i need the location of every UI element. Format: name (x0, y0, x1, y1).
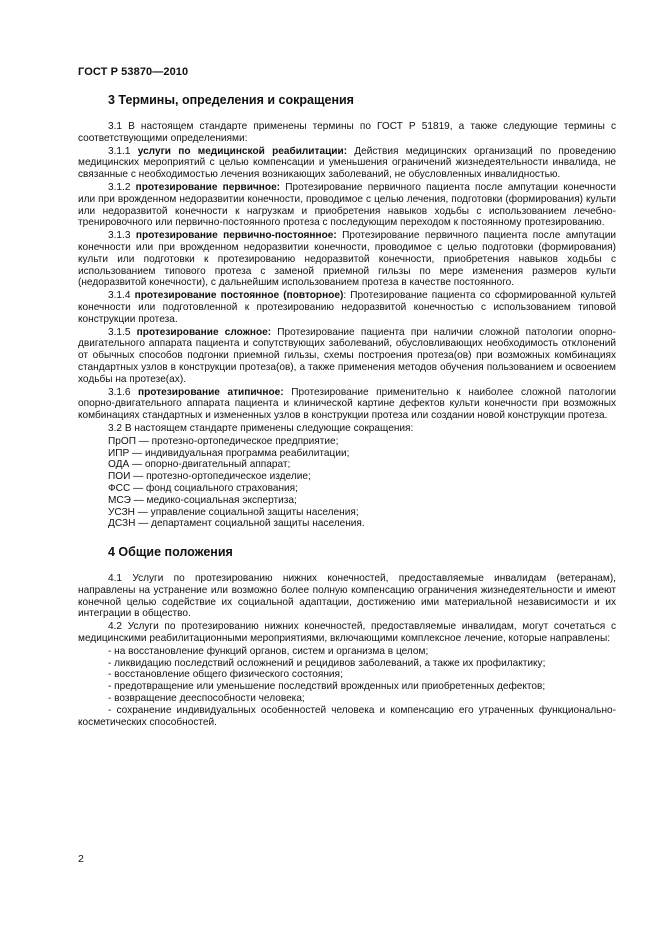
term-definition: Протезирование первичного пациента после ампутации конечности или при врожденном недоразвитии конечности, проводимое с целью лечения, подготовки (формирования) культи или недоразвитой конечности к нагрузкам и приобретения навыков ходьбы с использованием лечебно-тренировочного или первично-постоянного протеза с последующим переходом к постоянному протезированию. (78, 181, 616, 229)
directions-list (78, 646, 616, 705)
page-number: 2 (78, 853, 84, 865)
list-item: ДСЗН — департамент социальной защиты населения. (108, 518, 365, 530)
list-item: МСЭ — медико-социальная экспертиза; (108, 494, 297, 506)
term-name: протезирование первичное: (135, 181, 281, 193)
term-3-1-2 (78, 182, 616, 229)
term-number: 3.1.2 (108, 181, 136, 193)
term-definition: Протезирование первичного пациента после ампутации конечности или при врожденном недоразвитии конечности, проводимое с целью подготовки (формирования) культи или подготовки к протезированию недоразвитой конечности, приобретения навыков ходьбы с использованием типового протеза с заменой приемной гильзы по мере изменения размеров культи (недоразвитой конечности), с дальнейшим использованием протеза в качестве постоянного. (78, 230, 616, 289)
term-name: протезирование атипичное: (138, 386, 284, 398)
list-item: - на восстановление функций органов, систем и организма в целом; (108, 645, 429, 657)
term-3-1-4 (78, 290, 616, 325)
abbreviation-list (78, 436, 616, 530)
list-item: ПОИ — протезно-ортопедическое изделие; (108, 471, 311, 483)
list-item: - ликвидацию последствий осложнений и рецидивов заболеваний, а также их профилактику; (108, 657, 546, 669)
list-item: - предотвращение или уменьшение последствий врожденных или приобретенных дефектов; (108, 681, 546, 693)
list-item: - возвращение дееспособности человека; (108, 693, 305, 705)
term-number: 3.1.4 (108, 290, 135, 302)
list-item: ФСС — фонд социального страхования; (108, 482, 298, 494)
term-number: 3.1.6 (108, 386, 139, 398)
document-body (78, 92, 616, 729)
term-number: 3.1.3 (108, 230, 136, 242)
list-item: ОДА — опорно-двигательный аппарат; (108, 459, 291, 471)
term-name: протезирование сложное: (136, 326, 272, 338)
list-item: - восстановление общего физического состояния; (108, 669, 343, 681)
list-item: ИПР — индивидуальная программа реабилитации; (108, 447, 350, 459)
term-3-1-6 (78, 387, 616, 422)
term-definition: Действия медицинских организаций по проведению медицинских мероприятий с целью компенсации и уменьшения ограничений жизнедеятельности инвалида, не связанные с необходимостью лечения возникающих заболеваний, не обусловленных инвалидностью. (78, 145, 617, 181)
term-number: 3.1.5 (108, 326, 137, 338)
term-name: услуги по медицинской реабилитации: (137, 145, 348, 157)
document-header: ГОСТ Р 53870—2010 (78, 66, 189, 78)
term-name: протезирование первично-постоянное: (135, 230, 337, 242)
section-3-title: 3 Термины, определения и сокращения (108, 93, 354, 107)
paragraph-4-1: 4.1 Услуги по протезированию нижних конечностей, предоставляемые инвалидам (ветеранам), направлены на устранение или возможно более полную компенсацию ограничения жизнедеятельности и имеют конечной целью содействие их социальной адаптации, достижению ими материальной независимости и их интеграции в общество. (78, 573, 616, 620)
term-definition: Протезирование применительно к наиболее сложной патологии опорно-двигательного аппарата пациента и клинической картине дефектов культи конечности при возможных комбинациях стандартных и измененных узлов в конструкции протеза или создании новой конструкции протеза. (78, 386, 616, 422)
term-definition: : Протезирование пациента со сформированной культей конечности или подготовленной к протезированию недоразвитой конечностью с использованием типовой конструкции протеза. (78, 290, 616, 325)
list-item: УСЗН — управление социальной защиты населения; (108, 506, 359, 518)
list-item: ПрОП — протезно-ортопедическое предприятие; (108, 435, 339, 447)
term-definition: Протезирование пациента при наличии сложной патологии опорно-двигательного аппарата пациента и сопутствующих заболеваний, обусловливающих необходимость отклонений от обычных способов подгонки приемной гильзы, схемы построения протеза(ов) при возможных комбинациях стандартных узлов в конструкции протеза(ов), а также применения методов обучения пользованием и освоением ходьбы на протезе(ах). (78, 326, 616, 385)
paragraph-3-1: 3.1 В настоящем стандарте применены термины по ГОСТ Р 51819, а также следующие термины с соответствующими определениями: (78, 121, 616, 144)
paragraph-4-2: 4.2 Услуги по протезированию нижних конечностей, предоставляемые инвалидам, могут сочетаться с медицинскими реабилитационными мероприятиями, включающими комплексное лечение, которые направлены: (78, 621, 616, 645)
paragraph-last-item: - сохранение индивидуальных особенностей человека и компенсацию его утраченных функционально-косметических способностей. (78, 704, 616, 728)
term-3-1-3 (78, 230, 616, 289)
term-name: протезирование постоянное (повторное) (134, 290, 344, 302)
paragraph-3-2: 3.2 В настоящем стандарте применены следующие сокращения: (108, 422, 414, 434)
term-3-1-5 (78, 327, 616, 386)
section-4-title: 4 Общие положения (108, 545, 233, 560)
term-number: 3.1.1 (108, 145, 138, 157)
term-3-1-1 (78, 146, 616, 181)
